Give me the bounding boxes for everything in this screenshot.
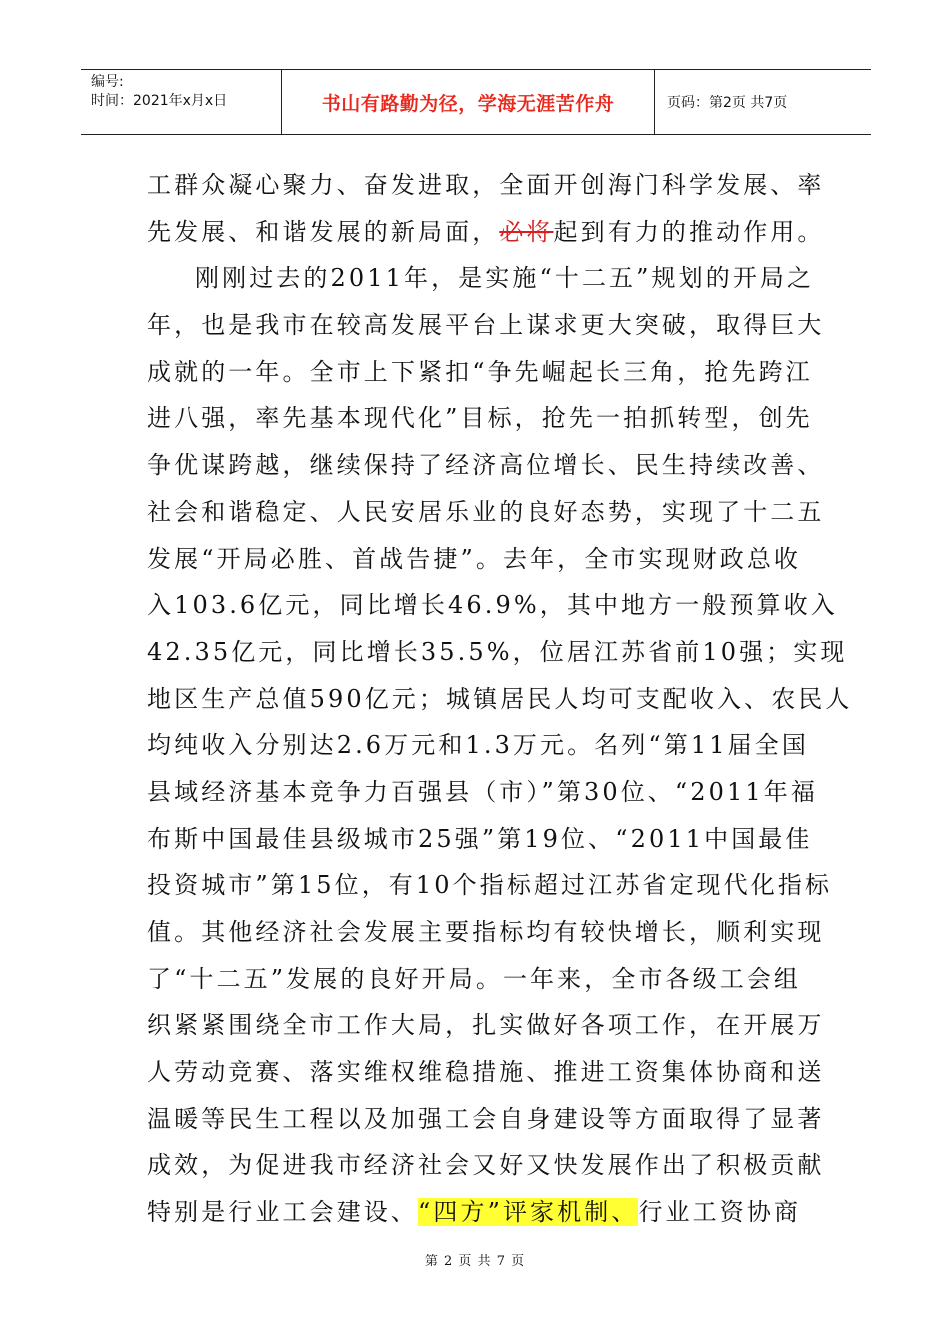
text-line: 了“十二五”发展的良好开局。一年来，全市各级工会组 — [147, 964, 802, 993]
page-label: 页码：第2页 共7页 — [667, 95, 788, 111]
header-page-cell — [655, 70, 871, 134]
deleted-text: 必将 — [499, 217, 554, 246]
text-line: 县域经济基本竞争力百强县（市）”第30位、“2011年福 — [147, 777, 818, 806]
text-segment: 起到有力的推动作用。 — [553, 217, 825, 246]
text-line: 发展“开局必胜、首战告捷”。去年，全市实现财政总收 — [147, 544, 802, 573]
text-segment: 特别是行业工会建设、 — [147, 1198, 418, 1227]
motto: 书山有路勤为径，学海无涯苦作舟 — [321, 92, 615, 115]
text-line — [147, 209, 825, 256]
text-line: 年，也是我市在较高发展平台上谋求更大突破，取得巨大 — [147, 311, 825, 340]
number-label: 编号: — [91, 74, 124, 90]
text-line: 42.35亿元，同比增长35.5%，位居江苏省前10强；实现 — [147, 637, 848, 666]
text-line: 织紧紧围绕全市工作大局，扎实做好各项工作，在开展万 — [147, 1011, 825, 1040]
header-meta — [81, 70, 281, 134]
text-line: 争优谋跨越，继续保持了经济高位增长、民生持续改善、 — [147, 451, 825, 480]
text-line: 人劳动竞赛、落实维权维稳措施、推进工资集体协商和送 — [147, 1058, 825, 1087]
text-line: 均纯收入分别达2.6万元和1.3万元。名列“第11届全国 — [147, 731, 809, 760]
header-motto-cell — [281, 70, 655, 134]
highlighted-text: “四方”评家机制、 — [418, 1198, 639, 1227]
page-footer — [0, 1250, 950, 1269]
text-segment: 先发展、和谐发展的新局面， — [147, 217, 500, 246]
text-line: 工群众凝心聚力、奋发进取，全面开创海门科学发展、率 — [147, 171, 825, 199]
text-line: 社会和谐稳定、人民安居乐业的良好态势，实现了十二五 — [147, 497, 825, 526]
text-line: 温暖等民生工程以及加强工会自身建设等方面取得了显著 — [147, 1104, 825, 1133]
text-segment: 行业工资协商 — [638, 1198, 802, 1227]
text-line: 成就的一年。全市上下紧扣“争先崛起长三角，抢先跨江 — [147, 357, 813, 386]
time-label: 时间：2021年x月x日 — [91, 93, 228, 109]
text-line: 布斯中国最佳县级城市25强”第19位、“2011中国最佳 — [147, 824, 813, 853]
text-line: 值。其他经济社会发展主要指标均有较快增长，顺利实现 — [147, 918, 825, 946]
text-line: 投资城市”第15位，有10个指标超过江苏省定现代化指标 — [147, 871, 833, 900]
paragraph-start-line: 刚刚过去的2011年，是实施“十二五”规划的开局之 — [195, 264, 815, 293]
text-line: 地区生产总值590亿元；城镇居民人均可支配收入、农民人 — [147, 684, 853, 713]
text-line: 成效，为促进我市经济社会又好又快发展作出了积极贡献 — [147, 1151, 825, 1180]
footer-page-number: 第 2 页 共 7 页 — [424, 1254, 526, 1269]
text-line: 进八强，率先基本现代化”目标，抢先一拍抓转型，创先 — [147, 404, 813, 433]
text-line — [147, 1189, 807, 1236]
document-header — [81, 69, 871, 135]
body-text — [147, 162, 853, 1236]
text-line: 入103.6亿元，同比增长46.9%，其中地方一般预算收入 — [147, 591, 838, 620]
